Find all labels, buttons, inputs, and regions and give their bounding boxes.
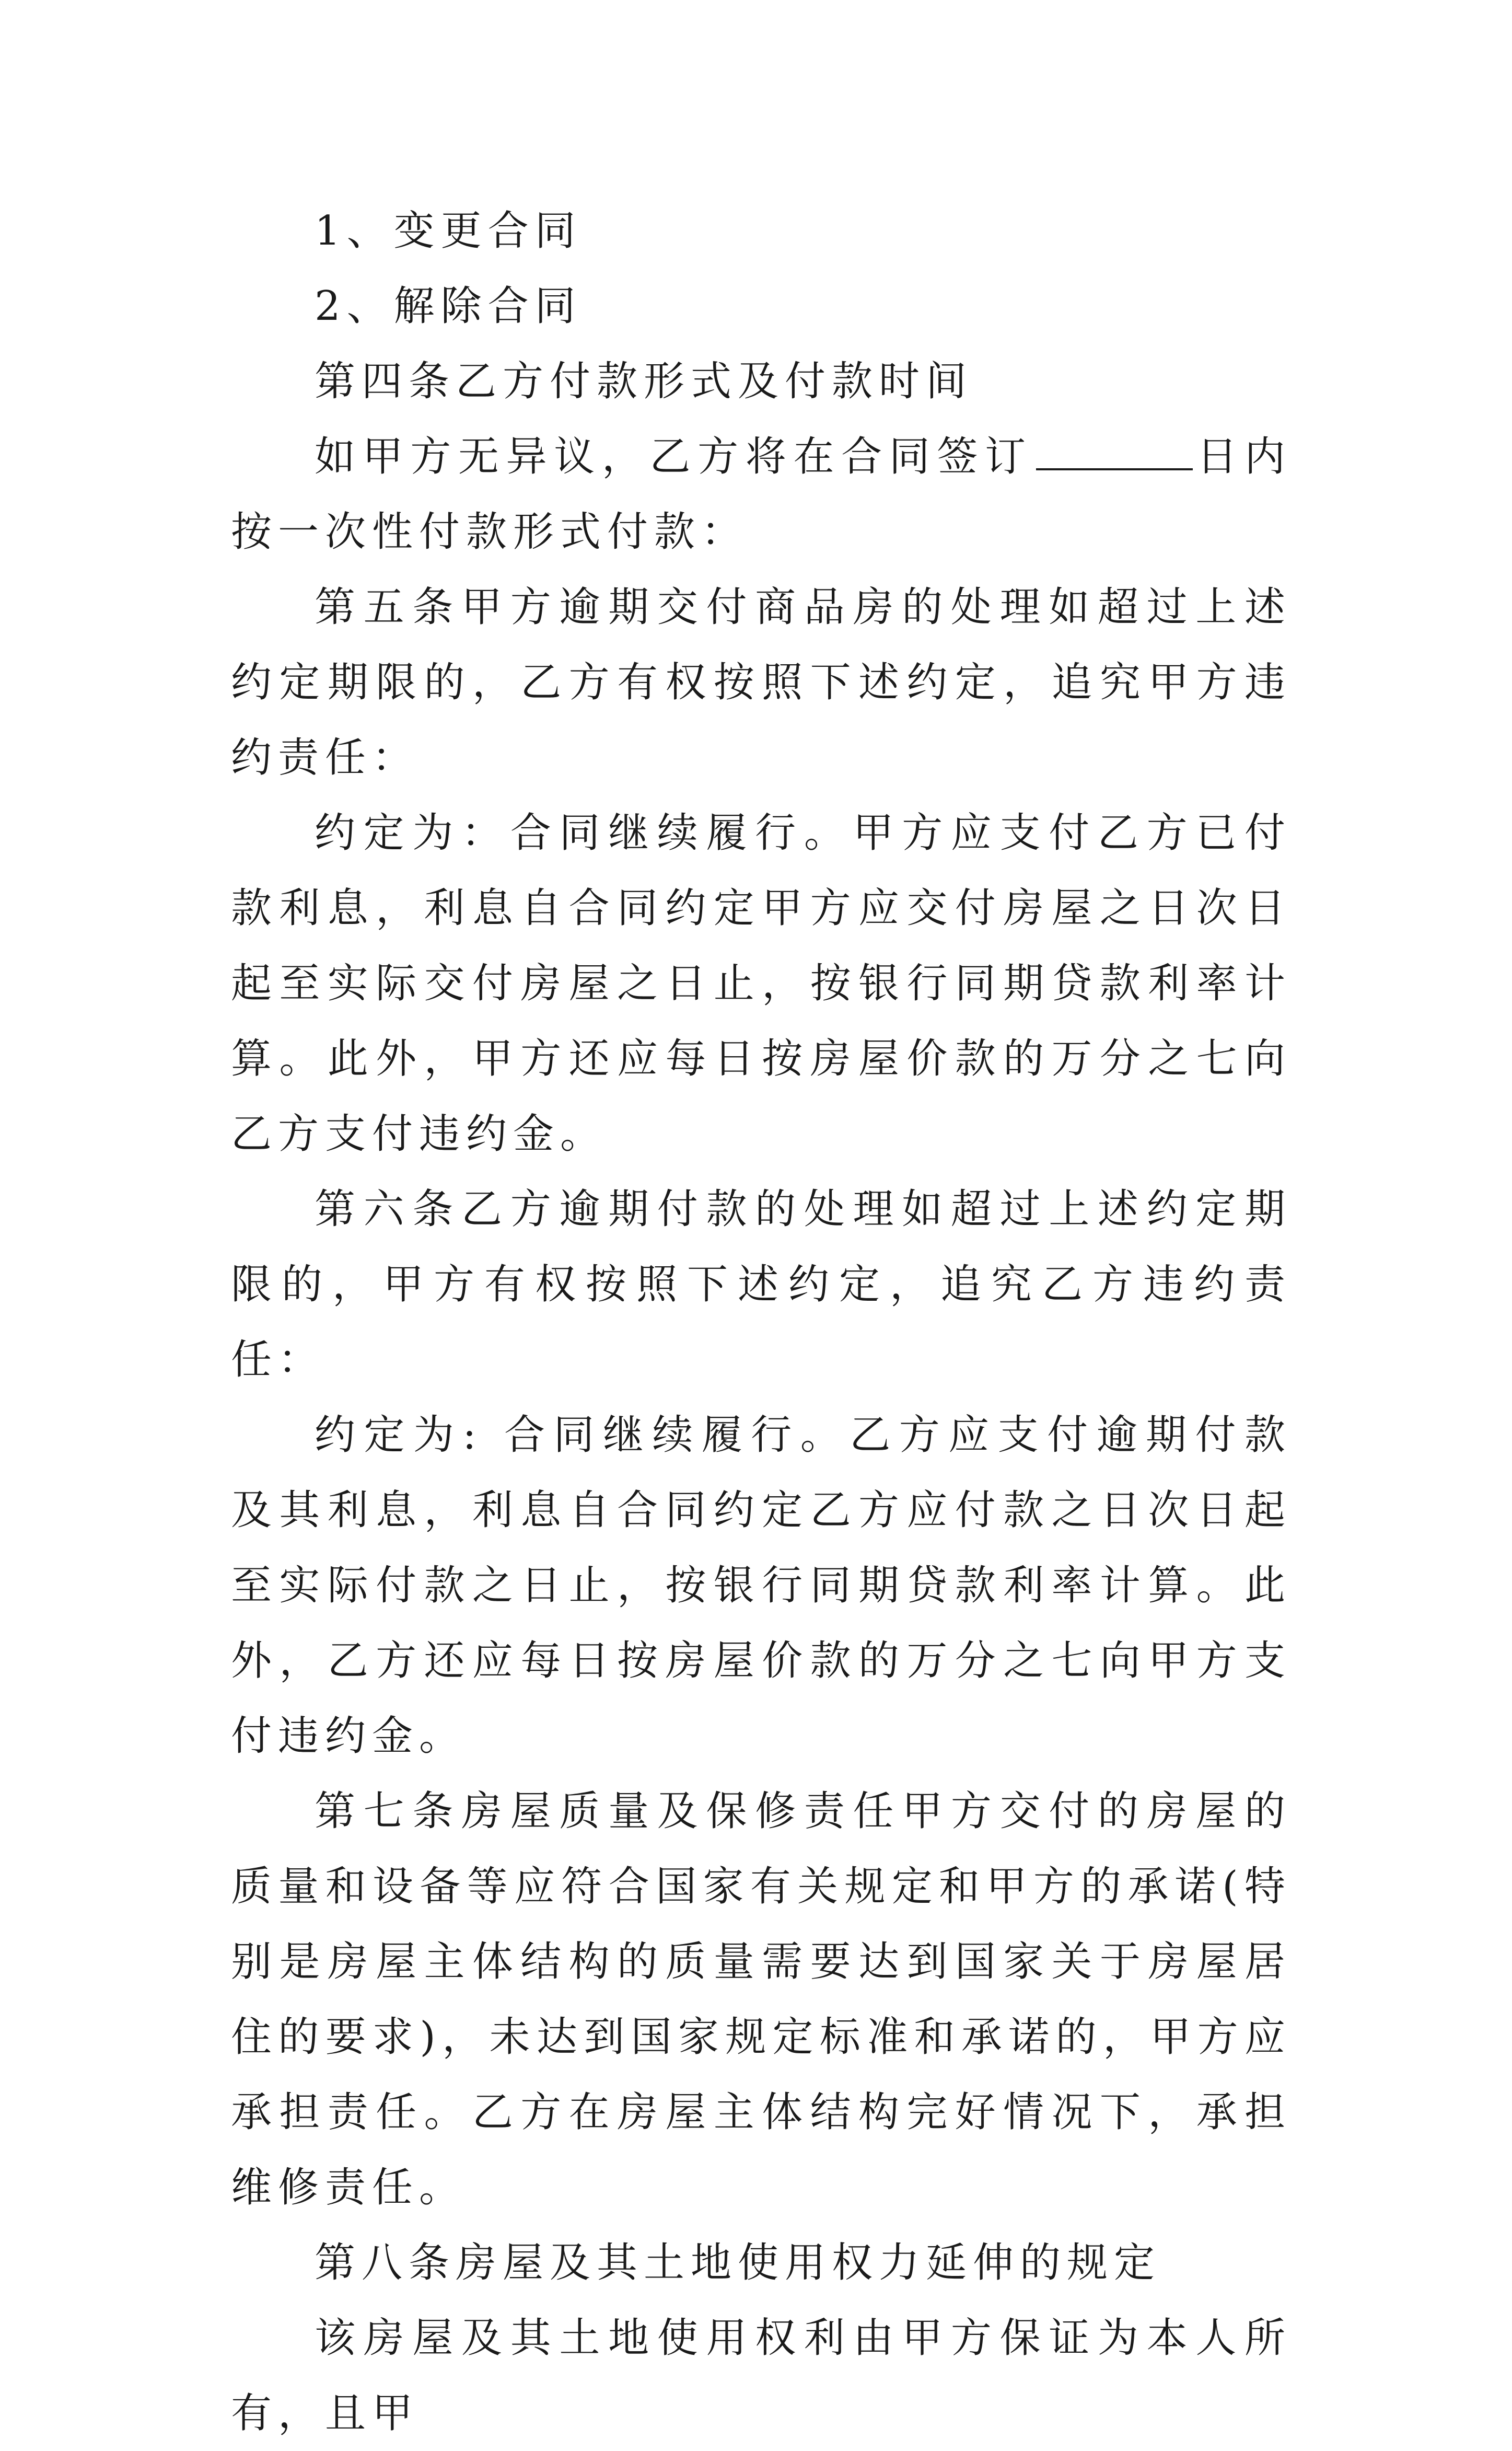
article-5-paragraph: 第五条甲方逾期交付商品房的处理如超过上述约定期限的，乙方有权按照下述约定，追究甲方违约责任： — [231, 584, 1292, 781]
article-7-paragraph: 第七条房屋质量及保修责任甲方交付的房屋的质量和设备等应符合国家有关规定和甲方的承诺(特别是房屋主体结构的质量需要达到国家关于房屋居住的要求)，未达到国家规定标准和承诺的，甲方应承担责任。乙方在房屋主体结构完好情况下，承担维修责任。 — [231, 1788, 1292, 2211]
article-8-body-start: 该房屋及其土地使用权利由甲方保证为本人所有，且甲 — [231, 2315, 1292, 2437]
article-4-heading: 第四条乙方付款形式及付款时间 — [315, 358, 973, 405]
article-6-paragraph: 第六条乙方逾期付款的处理如超过上述约定期限的，甲方有权按照下述约定，追究乙方违约责任： — [231, 1186, 1292, 1383]
article-4-body — [231, 419, 1292, 570]
article-4-text-before-blank: 如甲方无异议，乙方将在合同签订 — [315, 433, 1033, 480]
article-8-heading: 第八条房屋及其土地使用权力延伸的规定 — [315, 2239, 1161, 2286]
article-4-text-after-blank: 日内按一次性付款形式付款： — [231, 433, 1292, 556]
article-5-agreement-paragraph: 约定为：合同继续履行。甲方应支付乙方已付款利息，利息自合同约定甲方应交付房屋之日次日起至实际交付房屋之日止，按银行同期贷款利率计算。此外，甲方还应每日按房屋价款的万分之七向乙方支付违约金。 — [231, 810, 1292, 1158]
document-body — [231, 193, 1292, 2451]
list-item-terminate-contract: 2、解除合同 — [315, 283, 582, 330]
fill-in-blank-days — [1036, 437, 1193, 470]
article-6-agreement-paragraph: 约定为: 合同继续履行。乙方应支付逾期付款及其利息，利息自合同约定乙方应付款之日次日起至实际付款之日止，按银行同期贷款利率计算。此外，乙方还应每日按房屋价款的万分之七向甲方支付违约金。 — [231, 1412, 1292, 1760]
list-item-change-contract: 1、变更合同 — [315, 207, 582, 255]
